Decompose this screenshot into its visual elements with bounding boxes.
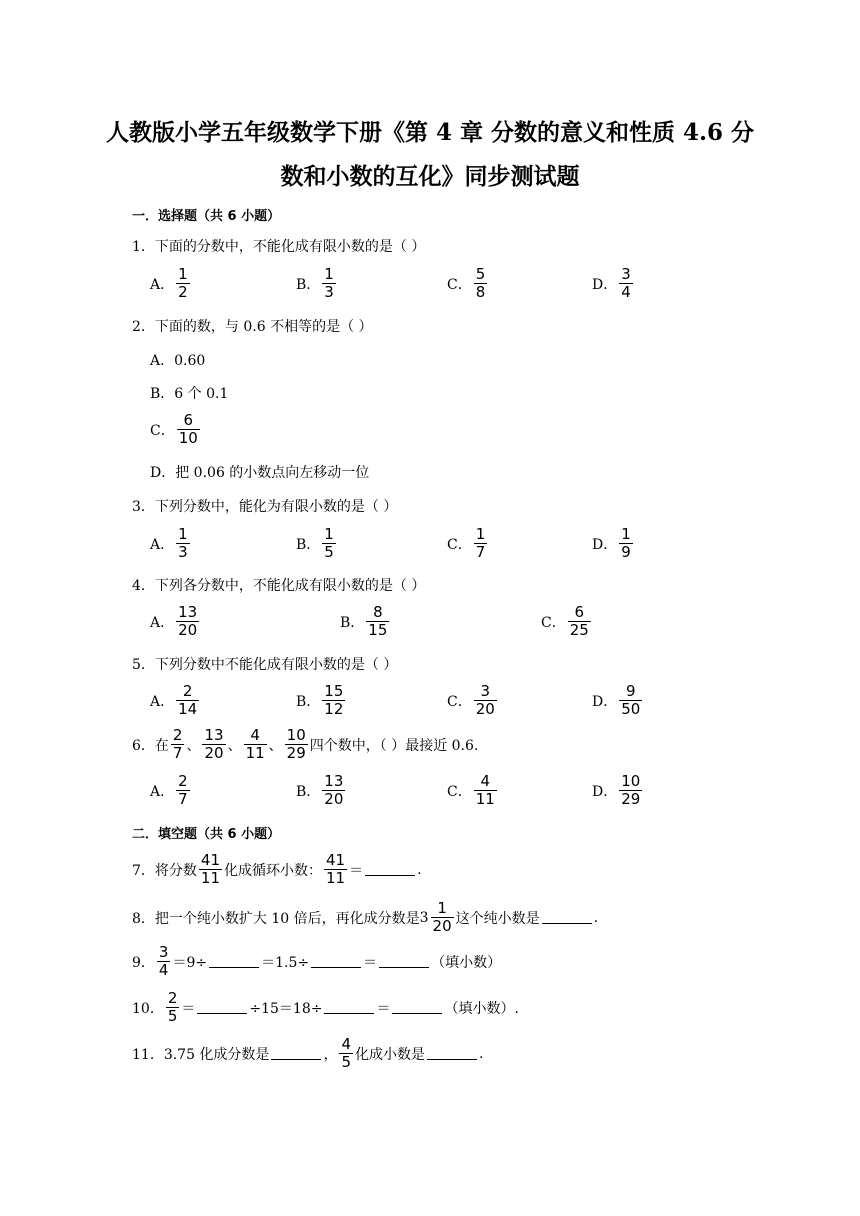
fraction-denominator: 5 [324, 543, 334, 561]
fraction-numerator: 1 [475, 525, 486, 543]
fraction [202, 727, 225, 762]
fraction-denominator: 25 [569, 621, 589, 639]
question-5-stem: 5．下列分数中不能化成有限小数的是（ ） [132, 657, 398, 673]
fraction [324, 852, 347, 887]
fraction-denominator: 15 [368, 621, 388, 639]
fraction [322, 266, 336, 301]
question-5-option-c: C． $\frac{3}{20}$ [447, 682, 495, 718]
fraction [339, 1036, 353, 1071]
question-3-option-d: D． $\frac{1}{9}$ [592, 525, 631, 561]
question-2-option-c: C． $\frac{6}{10}$ [150, 411, 198, 447]
fraction-denominator: 3 [178, 543, 188, 561]
question-1-option-b: B． $\frac{1}{3}$ [296, 265, 334, 301]
fraction-denominator: 2 [178, 283, 188, 301]
answer-blank[interactable] [311, 955, 361, 968]
fraction-denominator: 10 [178, 429, 198, 447]
fraction-numerator: 1 [621, 525, 631, 543]
fraction-numerator: 10 [286, 726, 306, 744]
fraction-numerator: 2 [182, 682, 193, 700]
question-4-stem: 4．下列各分数中，不能化成有限小数的是（ ） [132, 578, 426, 594]
fraction-denominator: 29 [621, 790, 641, 808]
answer-blank[interactable] [271, 1047, 321, 1060]
answer-blank[interactable] [324, 1001, 374, 1014]
question-4-option-b: B． $\frac{8}{15}$ [340, 603, 388, 639]
fraction-numerator: 6 [183, 411, 194, 429]
question-1-option-a: A． $\frac{1}{2}$ [150, 265, 188, 301]
fraction [568, 604, 591, 639]
fraction-numerator: 2 [172, 726, 183, 744]
fraction-numerator: 4 [480, 772, 491, 790]
question-2-option-d: D．把 0.06 的小数点向左移动一位 [150, 465, 370, 481]
question-3-stem: 3．下列分数中，能化为有限小数的是（ ） [132, 499, 398, 515]
fraction-numerator: 13 [324, 772, 344, 790]
fraction-numerator: 1 [437, 899, 447, 917]
fraction-denominator: 20 [432, 917, 452, 935]
fraction-denominator: 50 [621, 700, 641, 718]
fraction-numerator: 3 [621, 265, 631, 283]
question-5-option-a: A． $\frac{2}{14}$ [150, 682, 198, 718]
question-5-option-b: B． $\frac{15}{12}$ [296, 682, 344, 718]
fraction [176, 266, 190, 301]
fraction-denominator: 7 [172, 744, 183, 762]
fraction-denominator: 11 [475, 790, 495, 808]
question-5-option-d: D． $\frac{9}{50}$ [592, 682, 641, 718]
question-11: 11．3.75 化成分数是 ， $\frac{4}{5}$ 化成小数是 . [132, 1035, 484, 1071]
fraction-numerator: 10 [621, 772, 641, 790]
fraction-denominator: 11 [326, 869, 346, 887]
fraction-numerator: 13 [178, 603, 198, 621]
fraction [474, 773, 497, 808]
fraction [619, 683, 642, 718]
fraction [431, 900, 454, 935]
fraction [322, 683, 345, 718]
fraction-numerator: 4 [341, 1035, 351, 1053]
question-4-option-a: A． $\frac{13}{20}$ [150, 603, 198, 639]
fraction [366, 604, 389, 639]
page-title-line-2: 数和小数的互化》同步测试题 [280, 163, 580, 190]
fraction-denominator: 20 [475, 700, 495, 718]
fraction [244, 727, 267, 762]
fraction [474, 683, 497, 718]
fraction-denominator: 7 [475, 543, 486, 561]
question-6-option-d: D． $\frac{10}{29}$ [592, 772, 641, 808]
fraction-numerator: 9 [626, 682, 636, 700]
fraction [619, 773, 642, 808]
fraction [171, 727, 185, 762]
answer-blank[interactable] [379, 955, 429, 968]
fraction-denominator: 20 [324, 790, 344, 808]
question-6-stem: 6．在 $\frac{2}{7}$ 、 $\frac{13}{20}$ 、 $\frac{4}{11}$ 、 $\frac{10}{29}$ 四个数中，（ ）最接近 0.6. [132, 726, 479, 762]
fraction [285, 727, 308, 762]
fraction-numerator: 1 [178, 265, 188, 283]
fraction [199, 852, 222, 887]
fraction [177, 412, 200, 447]
question-1-option-d: D． $\frac{3}{4}$ [592, 265, 631, 301]
question-1-option-c: C． $\frac{5}{8}$ [447, 265, 486, 301]
fraction-numerator: 1 [324, 265, 334, 283]
fraction-denominator: 4 [158, 961, 169, 979]
answer-blank[interactable] [209, 955, 259, 968]
question-1-stem: 1．下面的分数中，不能化成有限小数的是（ ） [132, 239, 426, 255]
fraction [619, 526, 633, 561]
fraction-numerator: 1 [178, 525, 188, 543]
fraction [166, 990, 180, 1025]
fraction-numerator: 8 [373, 603, 383, 621]
fraction [474, 526, 488, 561]
answer-blank[interactable] [365, 863, 415, 876]
question-6-option-b: B． $\frac{13}{20}$ [296, 772, 344, 808]
question-9: 9． $\frac{3}{4}$ ＝9÷ ＝1.5÷ ＝ （填小数） [132, 943, 502, 979]
fraction-denominator: 4 [621, 283, 631, 301]
fraction-denominator: 12 [324, 700, 344, 718]
question-6-option-a: A． $\frac{2}{7}$ [150, 772, 188, 808]
fraction-denominator: 5 [167, 1007, 178, 1025]
fraction [157, 944, 171, 979]
question-2-stem: 2．下面的数，与 0.6 不相等的是（ ） [132, 319, 373, 335]
fraction-numerator: 3 [158, 943, 169, 961]
fraction-denominator: 29 [286, 744, 306, 762]
question-4-option-c: C． $\frac{6}{25}$ [541, 603, 589, 639]
answer-blank[interactable] [392, 1001, 442, 1014]
mixed-number: 3 $\frac{1}{20}$ [419, 899, 452, 935]
question-8: 8．把一个纯小数扩大 10 倍后，再化成分数是 3 $\frac{1}{20}$ 这个纯小数是 . [132, 899, 599, 935]
fraction-denominator: 20 [204, 744, 224, 762]
answer-blank[interactable] [197, 1001, 247, 1014]
fraction-numerator: 3 [480, 682, 491, 700]
answer-blank[interactable] [542, 911, 592, 924]
fraction [619, 266, 633, 301]
question-10: 10． $\frac{2}{5}$ ＝ ÷15＝18÷ ＝ （填小数）. [132, 989, 519, 1025]
fraction-denominator: 14 [178, 700, 198, 718]
fraction-denominator: 9 [621, 543, 631, 561]
section-heading-choice: 一．选择题（共 6 小题） [132, 209, 281, 224]
fraction [322, 773, 345, 808]
fraction-numerator: 41 [326, 851, 346, 869]
question-6-option-c: C． $\frac{4}{11}$ [447, 772, 495, 808]
fraction [176, 526, 190, 561]
fraction [474, 266, 488, 301]
section-heading-fill: 二．填空题（共 6 小题） [132, 827, 281, 842]
fraction-numerator: 41 [200, 851, 221, 869]
fraction-numerator: 13 [204, 726, 224, 744]
fraction-denominator: 5 [341, 1053, 351, 1071]
page-title-line-1: 人教版小学五年级数学下册《第 4 章 分数的意义和性质 4.6 分 [105, 119, 755, 146]
fraction-numerator: 1 [324, 525, 334, 543]
fraction-denominator: 20 [178, 621, 198, 639]
question-2-option-a: A．0.60 [150, 353, 206, 369]
question-3-option-a: A． $\frac{1}{3}$ [150, 525, 188, 561]
fraction [176, 683, 199, 718]
fraction-numerator: 6 [574, 603, 585, 621]
fraction [176, 773, 190, 808]
fraction-numerator: 5 [475, 265, 486, 283]
fraction-denominator: 8 [475, 283, 486, 301]
question-2-option-b: B．6 个 0.1 [150, 386, 229, 402]
fraction-numerator: 2 [167, 989, 178, 1007]
fraction-denominator: 3 [324, 283, 334, 301]
question-3-option-b: B． $\frac{1}{5}$ [296, 525, 334, 561]
fraction-numerator: 4 [250, 726, 260, 744]
fraction-numerator: 2 [178, 772, 188, 790]
question-3-option-c: C． $\frac{1}{7}$ [447, 525, 486, 561]
fraction-numerator: 15 [324, 682, 344, 700]
fraction [176, 604, 199, 639]
fraction-denominator: 11 [200, 869, 221, 887]
answer-blank[interactable] [427, 1047, 477, 1060]
fraction-denominator: 7 [178, 790, 188, 808]
fraction-denominator: 11 [245, 744, 265, 762]
question-7: 7．将分数 $\frac{41}{11}$ 化成循环小数： $\frac{41}{11}$ ＝ . [132, 851, 422, 887]
fraction [322, 526, 336, 561]
